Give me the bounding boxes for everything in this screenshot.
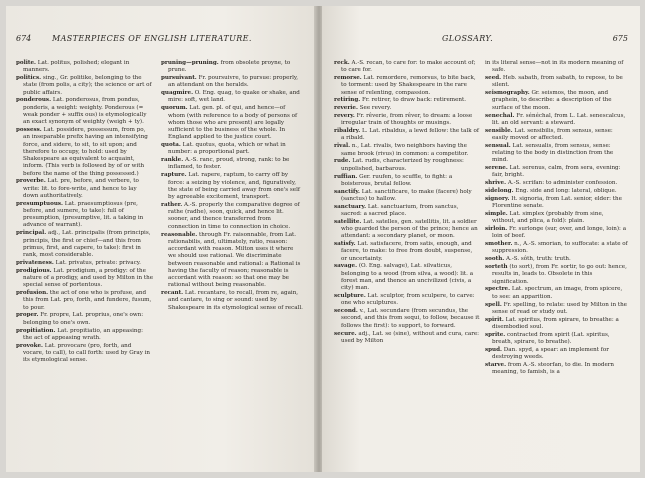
headword: serene. [485, 165, 508, 172]
glossary-entry [161, 60, 303, 75]
headword: remorse. [334, 75, 362, 82]
definition: See revery. [359, 105, 392, 112]
definition: Lat. prodigium, a prodigy: of the nature of a prodigy, and used by Milton in the special sense of portentous. [23, 267, 154, 289]
headword: sooth. [485, 256, 505, 263]
definition: Lat. ponderosus, from pondus, ponderis, a weight: weighty. Ponderous (= weak ponder + suffix ous) is etymologically an exact synonym of weighty (weigh + ty). [23, 97, 147, 126]
definition: Lat. rapere, raptum, to carry off by force: a seizing by violence, and, figuratively, the state of being carried away from one's self by agreeable excitement, transport. [168, 172, 300, 201]
glossary-entry [334, 241, 480, 263]
glossary-entry [334, 75, 480, 97]
headword: pursuivant. [161, 75, 197, 82]
definition: Fr. spelling, to relate: used by Milton in the sense of read or study out. [492, 301, 627, 315]
glossary-column [485, 60, 628, 377]
headword: seed. [485, 75, 502, 82]
headword: retiring. [334, 97, 361, 104]
glossary-entry [161, 202, 303, 231]
definition: It. signoria, from Lat. senior, elder: the Florentine senate. [492, 195, 622, 210]
glossary-entry [16, 290, 153, 312]
definition: O. Eng. quag, to quake or shake, and mire: soft, wet land. [168, 90, 300, 104]
glossary-entry [485, 196, 628, 211]
glossary-entry [16, 178, 153, 200]
definition: Dan. spyd, a spear: an implement for destroying weeds. [492, 346, 609, 361]
headword: satisfy. [334, 241, 356, 248]
definition: Lat. satisfacere, from satis, enough, and facere, to make: to free from doubt, suspense, or uncertainty. [341, 241, 473, 262]
definition: Lat. possidere, possessum, from po, an inseparable prefix having an intensifying force, and sidere, to sit, to sit upon; and therefore to occupy, to hold: used by Shakespeare as equivalent to acquaint, inform. (This verb is followed by of or with before the name of the thing possessed.) [23, 127, 148, 177]
glossary-entry [334, 128, 480, 143]
glossary-entry [485, 211, 628, 226]
headword: politics. [16, 75, 42, 82]
headword: sorteth [485, 264, 508, 271]
headword: prodigious. [16, 267, 52, 274]
headword: senechal. [485, 112, 515, 119]
definition: A.-S. scrifan: to administer confession. [507, 180, 618, 187]
glossary-entry [485, 60, 628, 75]
headword: secure. [334, 330, 357, 337]
glossary-entry [485, 180, 628, 187]
definition: Lat. provocare (pro, forth, and vocare, to call), to call forth: used by Gray in its etymological sense. [23, 342, 151, 364]
definition: A.-S. recan, to care for: to make account of; to care for. [341, 60, 476, 74]
glossary-entry [334, 158, 480, 173]
headword: sculpture. [334, 293, 366, 300]
definition: the act of one who is profuse, and this from Lat. pro, forth, and fundere, fusum, to pour. [23, 290, 152, 311]
headword: pruning—pruning. [161, 60, 219, 66]
glossary-entry [485, 317, 628, 332]
glossary-entry [485, 128, 628, 143]
glossary-entry [485, 75, 628, 90]
headword: sidelong. [485, 188, 514, 194]
definition: from A.-S. steorfan, to die. In modern meaning, to famish, is a [492, 361, 615, 376]
glossary-entry [485, 90, 628, 112]
headword: sanctuary. [334, 203, 367, 210]
headword: proverbe. [16, 178, 46, 185]
definition: Lat. sensibilis, from sensus, sense: easily moved or affected. [492, 127, 613, 141]
definition: Lat. sculptor, from sculpere, to carve: one who sculptures. [341, 293, 475, 307]
glossary-entry [161, 232, 303, 290]
headword: spirit. [485, 316, 504, 323]
headword: ribaldry. [334, 128, 361, 135]
glossary-entry [334, 189, 480, 204]
headword: quorum. [161, 105, 188, 112]
definition: Fr. rêverie, from rêver, to dream: a loose irregular train of thoughts or musings. [341, 113, 473, 127]
definition: L. Lat. ribaldus, a lewd fellow: the talk of a ribald. [341, 128, 479, 142]
definition: Lat. satelles, gen. satellitis, lit. a soldier who guarded the person of the prince; hence an attendant: a secondary planet, or moon. [341, 218, 478, 240]
glossary-entry [334, 331, 480, 346]
headword: simple. [485, 210, 508, 217]
definition: Lat. sanctuarium, from sanctus, sacred: a sacred place. [341, 203, 459, 217]
glossary-entry [161, 290, 303, 312]
definition: Lat. rudis, characterized by roughness: unpolished, barbarous. [341, 158, 464, 172]
headword: rapture. [161, 172, 187, 179]
glossary-entry [485, 362, 628, 377]
headword: rankle. [161, 157, 184, 164]
definition: (to sort), from Fr. sortir, to go out: hence, results in, leads to. Obsolete in this signification. [492, 264, 627, 285]
definition: A.-S. ranc, proud, strong, rank: to be inflamed, to fester. [168, 157, 290, 171]
glossary-entry [485, 188, 628, 195]
definition: Lat. privatus, private: privacy. [55, 259, 141, 266]
glossary-entry [485, 165, 628, 180]
definition: Lat. propitiatio, an appeasing: the act of appeasing wrath. [23, 327, 143, 341]
headword: starve. [485, 361, 507, 368]
headword: proper. [16, 312, 39, 319]
definition: Lat. politus, polished; elegant in manners. [23, 60, 130, 74]
headword: possess. [16, 127, 42, 134]
glossary-entry [334, 308, 480, 330]
glossary-entry [485, 143, 628, 165]
glossary-entry [16, 268, 153, 290]
glossary-entry [334, 60, 480, 75]
headword: principal. [16, 230, 47, 237]
definition: Lat. quotus, quota, which or what in number: a proportional part. [168, 142, 286, 156]
definition: contracted from spirit (Lat. spiritus, breath, spirare, to breathe). [492, 331, 610, 345]
definition: Lat. sanctificare, to make (facere) holy (sanctus) to hallow. [341, 188, 472, 202]
left-page [6, 6, 316, 472]
headword: sprite. [485, 331, 506, 338]
glossary-entry [161, 142, 303, 157]
glossary-entry [16, 328, 153, 343]
headword: ponderous. [16, 97, 52, 104]
glossary-entry [485, 332, 628, 347]
definition: n., A.-S. smorian, to suffocate: a state of suppression. [492, 241, 628, 255]
headword: sirloin. [485, 226, 508, 233]
glossary-entry [485, 256, 628, 263]
headword: satellite. [334, 218, 362, 225]
glossary-entry [334, 113, 480, 128]
headword: spud. [485, 346, 502, 353]
glossary-entry [334, 204, 480, 219]
glossary-entry [485, 347, 628, 362]
glossary-entry [161, 172, 303, 201]
definition: in its literal sense—not in its modern meaning of safe. [485, 60, 624, 74]
glossary-entry [334, 263, 480, 292]
headword: ruffian. [334, 173, 358, 180]
definition: Eng. side and long: lateral, oblique. [515, 188, 617, 194]
headword: polite. [16, 60, 36, 66]
headword: rather. [161, 201, 183, 208]
headword: reasonable. [161, 231, 198, 238]
glossary-entry [16, 60, 153, 75]
headword: rival. [334, 143, 351, 150]
definition: through Fr. raisonnable, from Lat. rationabilis, and, ultimately, ratio, reason: accordant with reason. Milton uses it where we should use rational. We discriminate between reasonable and rational: a Rational is having the faculty of reason; reasonable is accordant with reason: so that one may be rational without being reasonable. [168, 231, 301, 289]
headword: savage. [334, 263, 358, 270]
glossary-entry [485, 264, 628, 286]
glossary-entry [16, 75, 153, 97]
running-head: MASTERPIECES OF ENGLISH LITERATURE. [52, 34, 252, 43]
definition: Lat. serenus, calm, from sera, evening: fair, bright. [492, 165, 621, 179]
definition: Lat. sensualis, from sensus, sense: relating to the body in distinction from the mind. [492, 142, 614, 164]
headword: smother. [485, 241, 513, 248]
headword: propitiation. [16, 327, 56, 334]
headword: recant. [161, 290, 184, 297]
definition: Lat. praesumptiosus (pre, before, and sumere, to take): full of presumption, (presumptive, lit. a taking in advance of warrant). [23, 200, 144, 229]
headword: quota. [161, 142, 181, 149]
glossary-entry [16, 343, 153, 365]
glossary-entry [334, 97, 480, 104]
glossary-entry [485, 226, 628, 241]
definition: A.-S. properly the comparative degree of rathe (radhe), soon, quick, and hence lit. sooner, and thence transferred from connection in time to connection in choice. [168, 201, 300, 230]
definition: Fr. retirer, to draw back: retirement. [362, 97, 467, 104]
definition: adj., Lat. se (sine), without and cura, care: used by Milton [341, 330, 480, 344]
headword: second. [334, 308, 358, 315]
definition: v., Lat. secundare (from secundus, the second, and this from sequi, to follow, because it follows the first): to support, to forward. [341, 308, 480, 329]
glossary-entry [485, 302, 628, 317]
headword: reck. [334, 60, 350, 66]
definition: Lat. pre, before, and verbere, to write: lit. to fore-write, and hence to lay down authoritatively. [23, 178, 139, 199]
glossary-entry [16, 97, 153, 126]
headword: privateness. [16, 259, 54, 266]
glossary-entry [161, 105, 303, 141]
definition: Gr. seismos, the moon, and graphein, to describe: a description of the surface of the moon. [492, 90, 612, 111]
headword: sensible. [485, 127, 513, 134]
headword: sanctify. [334, 188, 360, 195]
definition: Heb. sabath, from sabath, to repose, to be silent. [492, 75, 623, 89]
headword: presumptuous. [16, 200, 64, 207]
glossary-entry [16, 201, 153, 230]
headword: profusion. [16, 290, 49, 297]
page-number: 674 [16, 34, 32, 43]
headword: revery. [334, 113, 355, 120]
headword: signory. [485, 195, 510, 202]
glossary-entry [16, 312, 153, 327]
definition: n., Lat. rivalis, two neighbors having the same brook (rivus) in common: a competitor. [341, 143, 469, 157]
headword: provoke. [16, 342, 43, 349]
definition: (O. Eng. salvage), Lat. silvaticus, belonging to a wood (from silva, a wood): lit. a forest man, and thence an uncivilized (civis, a city) man. [341, 263, 474, 292]
headword: spectre. [485, 286, 511, 293]
headword: reverie. [334, 105, 358, 112]
running-head: GLOSSARY. [442, 34, 494, 43]
definition: A.-S. sôth, truth: truth. [506, 256, 571, 263]
headword: quagmire. [161, 90, 194, 97]
definition: Fr. poursuivre, to pursue: properly, an attendant on the heralds. [168, 75, 299, 89]
glossary-column [334, 60, 480, 346]
glossary-entry [16, 127, 153, 178]
definition: Ger. ruufen, to scuffle, to fight: a boisterous, brutal fellow. [341, 173, 453, 187]
glossary-entry [161, 90, 303, 105]
glossary-entry [485, 241, 628, 256]
glossary-entry [16, 230, 153, 259]
definition: sing., Gr. politike, belonging to the state (from polis, a city); the science or art of public affairs. [23, 75, 152, 96]
definition: Lat. remordere, remorsus, to bite back, to torment: used by Shakespeare in the rare sense of relenting, compassion. [341, 75, 476, 96]
definition: Lat. simplex (probably from sine, without, and plica, a fold): plain. [492, 210, 604, 225]
headword: seismography. [485, 90, 530, 97]
glossary-column [161, 60, 303, 312]
headword: shrive. [485, 180, 507, 187]
right-page [322, 6, 640, 472]
glossary-entry [334, 174, 480, 189]
glossary-entry [16, 260, 153, 267]
glossary-entry [334, 143, 480, 158]
glossary-entry [485, 113, 628, 128]
glossary-entry [334, 105, 480, 112]
headword: sensual. [485, 142, 511, 149]
glossary-entry [334, 293, 480, 308]
definition: Lat. spiritus, from spirare, to breathe: a disembodied soul. [492, 316, 619, 330]
glossary-entry [161, 75, 303, 90]
definition: Fr. sénéchal, from L. Lat. senescalcus, lit. an old servant: a steward. [492, 112, 626, 126]
definition: Fr. propre, Lat. proprius, one's own: belonging to one's own. [23, 312, 144, 326]
glossary-entry [161, 157, 303, 172]
glossary-column [16, 60, 153, 365]
page-number: 675 [612, 34, 628, 43]
headword: rude. [334, 158, 351, 165]
definition: Lat. gen. pl. of qui, and hence—of whom (with reference to a body of persons of whom those who are present) are legally sufficient to the business of the whole. In England applied to the justice court. [168, 105, 298, 141]
glossary-entry [485, 286, 628, 301]
glossary-entry [334, 219, 480, 241]
definition: Lat. spectrum, an image, from spicere, to see: an apparition. [492, 286, 623, 300]
definition: adj., Lat. principalis (from principis, principis, the first or chief—and this from primus, first, and capere, to take): first in rank, most considerable. [23, 230, 151, 259]
definition: Fr. surlonge (sur, over, and longe, loin): a loin of beef. [492, 226, 627, 240]
headword: spell. [485, 301, 502, 308]
definition: Lat. recantare, to recall, from re, again, and cantare, to sing or sound: used by Shakespeare in its etymological sense of recall. [168, 290, 303, 311]
definition: from obsolete proyne, to prune. [168, 60, 291, 74]
